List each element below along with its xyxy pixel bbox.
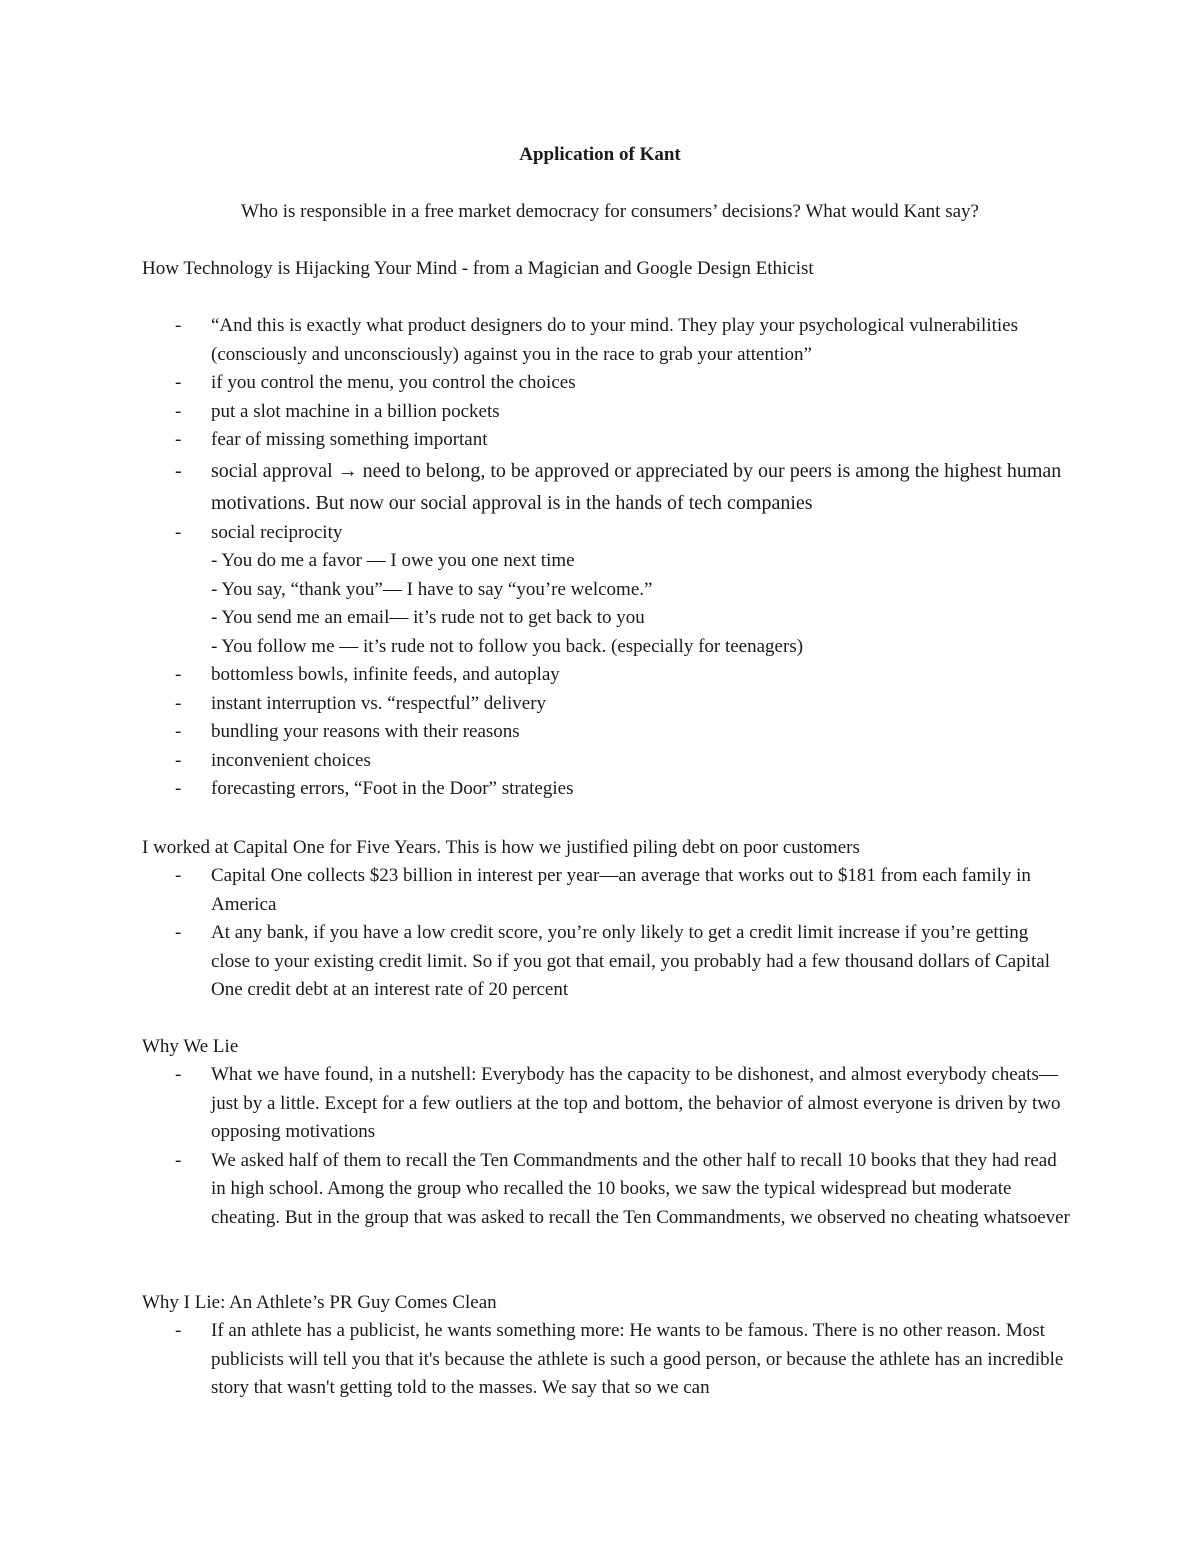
list-item: - If an athlete has a publicist, he wants something more: He wants to be famous. There is no other reason. Most publicists will tell you that it's because the athlete is such a good person, or because the athlete has an incredible story that wasn't getting told to the masses. We say that so we can xyxy=(0,1317,1071,1403)
technology-list xyxy=(0,312,1071,804)
bullet-dash: - xyxy=(175,315,182,336)
bullet-dash: - xyxy=(175,721,182,742)
list-item: - fear of missing something important xyxy=(0,426,1071,455)
list-item: - social approval → need to belong, to be approved or appreciated by our peers is among the highest human motivations. But now our social approval is in the hands of tech companies xyxy=(0,455,1071,519)
reciprocity-subitem: - You say, “thank you”— I have to say “you’re welcome.” xyxy=(211,578,653,600)
list-item: - instant interruption vs. “respectful” delivery xyxy=(0,690,1071,719)
section-heading-capital-one: I worked at Capital One for Five Years. This is how we justified piling debt on poor customers xyxy=(142,837,860,858)
bullet-dash: - xyxy=(175,692,182,714)
list-item: - if you control the menu, you control the choices xyxy=(0,369,1071,398)
list-item: - put a slot machine in a billion pockets xyxy=(0,398,1071,427)
bullet-dash: - xyxy=(175,865,182,886)
bullet-dash: - xyxy=(175,749,182,771)
list-item: - bottomless bowls, infinite feeds, and autoplay xyxy=(0,661,1071,690)
list-item: - Capital One collects $23 billion in interest per year—an average that works out to $181 from each family in America xyxy=(0,862,1071,919)
why-i-lie-list xyxy=(0,1317,1071,1403)
bullet-dash: - xyxy=(175,459,182,482)
list-item: - What we have found, in a nutshell: Everybody has the capacity to be dishonest, and almost everybody cheats—just by a little. Except for a few outliers at the top and bottom, the behavior of almost everyone is driven by two opposing motivations xyxy=(0,1061,1071,1147)
bullet-dash: - xyxy=(175,922,182,943)
reciprocity-subitem: - You send me an email— it’s rude not to get back to you xyxy=(211,607,645,628)
bullet-dash: - xyxy=(175,664,182,685)
page-title: Application of Kant xyxy=(519,144,681,165)
list-item: - forecasting errors, “Foot in the Door” strategies xyxy=(0,775,1071,804)
why-we-lie-list xyxy=(0,1061,1071,1232)
capital-one-list xyxy=(0,862,1071,1005)
page-question: Who is responsible in a free market democracy for consumers’ decisions? What would Kant say? xyxy=(241,201,979,222)
list-item: - At any bank, if you have a low credit score, you’re only likely to get a credit limit increase if you’re getting close to your existing credit limit. So if you got that email, you probably had a few thousand dollars of Capital One credit debt at an interest rate of 20 percent xyxy=(0,919,1071,1005)
list-item: - social reciprocity - You do me a favor — I owe you one next time - You say, “thank you”— I have to say “you’re welcome.” - You send me an email— it’s rude not to get back to you - You follow me — it’s rude not to follow you back. (especially for teenagers) xyxy=(0,519,1071,662)
section-heading-why-we-lie: Why We Lie xyxy=(142,1036,239,1057)
bullet-dash: - xyxy=(175,1320,182,1341)
reciprocity-subitem: - You follow me — it’s rude not to follow you back. (especially for teenagers) xyxy=(211,635,804,657)
list-item: - inconvenient choices xyxy=(0,747,1071,776)
list-item: - “And this is exactly what product designers do to your mind. They play your psychological vulnerabilities (consciously and unconsciously) against you in the race to grab your attention” xyxy=(0,312,1071,369)
bullet-dash: - xyxy=(175,778,182,799)
bullet-dash: - xyxy=(175,1149,182,1171)
bullet-dash: - xyxy=(175,429,182,450)
reciprocity-subitem: - You do me a favor — I owe you one next time xyxy=(211,550,575,571)
list-item: - We asked half of them to recall the Ten Commandments and the other half to recall 10 books that they had read in high school. Among the group who recalled the 10 books, we saw the typical widespread but moderate cheating. But in the group that was asked to recall the Ten Commandments, we observed no cheating whatsoever xyxy=(0,1147,1071,1233)
bullet-dash: - xyxy=(175,372,182,393)
list-item: - bundling your reasons with their reasons xyxy=(0,718,1071,747)
section-heading-technology: How Technology is Hijacking Your Mind - from a Magician and Google Design Ethicist xyxy=(142,258,814,279)
section-heading-why-i-lie: Why I Lie: An Athlete’s PR Guy Comes Clean xyxy=(142,1292,497,1313)
bullet-dash: - xyxy=(175,1064,182,1085)
bullet-dash: - xyxy=(175,400,182,422)
bullet-dash: - xyxy=(175,521,182,543)
